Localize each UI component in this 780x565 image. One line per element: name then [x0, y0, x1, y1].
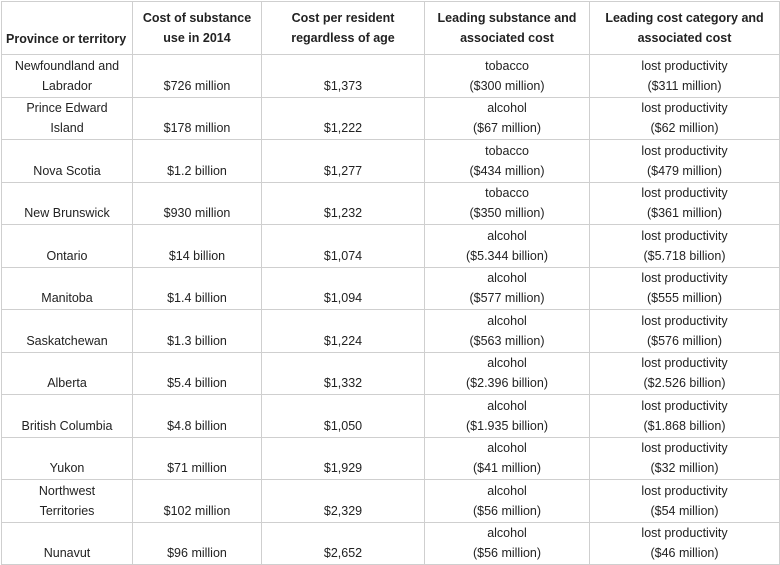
per-resident-cell: $2,652 — [262, 522, 425, 565]
province-cell — [2, 437, 133, 480]
table-row — [2, 55, 780, 98]
per-resident-cell: $1,929 — [262, 437, 425, 480]
category-cell — [590, 55, 780, 98]
table-row — [2, 522, 780, 565]
substance-cell-line-2: ($2.396 billion) — [466, 376, 548, 391]
table-row — [2, 437, 780, 480]
province-cell-line-1: Prince Edward — [26, 101, 108, 115]
province-cell — [2, 182, 133, 225]
category-cell-line-2: ($62 million) — [650, 121, 719, 136]
category-cell — [590, 182, 780, 225]
province-cell-line-1: Manitoba — [41, 291, 93, 305]
cost-cell: $930 million — [133, 182, 262, 225]
category-cell-line-2: ($479 million) — [646, 163, 723, 178]
substance-cell-line-1: alcohol — [487, 526, 527, 541]
table-row — [2, 352, 780, 395]
substance-cell-line-1: alcohol — [487, 313, 527, 328]
substance-cell — [425, 55, 590, 98]
category-cell-line-1: lost productivity — [641, 58, 728, 73]
substance-cell-line-1: alcohol — [487, 441, 527, 456]
substance-cell-line-2: ($434 million) — [469, 163, 545, 178]
province-cell-line-1: Alberta — [47, 376, 87, 390]
header-per-resident-line-2: regardless of age — [291, 31, 395, 45]
category-cell-line-1: lost productivity — [641, 228, 728, 243]
table-row — [2, 182, 780, 225]
province-cell-line-2: Territories — [39, 503, 95, 518]
header-substance — [425, 2, 590, 55]
header-category-line-1: Leading cost category and — [605, 11, 764, 25]
province-cell-line-1: Ontario — [46, 248, 88, 263]
category-cell — [590, 352, 780, 395]
per-resident-cell: $1,332 — [262, 352, 425, 395]
province-cell-line-1: Nunavut — [43, 546, 91, 560]
substance-cell-line-1: alcohol — [487, 483, 527, 498]
header-per-resident-line-1: Cost per resident — [291, 11, 395, 25]
cost-cell: $726 million — [133, 55, 262, 98]
substance-cell-line-2: ($1.935 billion) — [466, 418, 548, 433]
province-cell-line-1: New Brunswick — [24, 206, 110, 220]
substance-cell — [425, 182, 590, 225]
province-cell-line-1: Northwest — [38, 483, 96, 498]
substance-cell-line-1: alcohol — [487, 228, 527, 243]
table-row — [2, 140, 780, 183]
header-cost-line-2: use in 2014 — [163, 31, 231, 45]
province-cell — [2, 267, 133, 310]
province-cell — [2, 97, 133, 140]
substance-cell-line-1: tobacco — [485, 58, 529, 73]
province-cell — [2, 395, 133, 438]
per-resident-cell: $2,329 — [262, 480, 425, 523]
category-cell — [590, 395, 780, 438]
substance-cell — [425, 437, 590, 480]
province-cell — [2, 522, 133, 565]
province-cell-line-1: Nova Scotia — [33, 163, 101, 178]
category-cell-line-2: ($32 million) — [650, 461, 719, 476]
province-cell-line-1: Yukon — [49, 461, 85, 475]
substance-cell-line-1: alcohol — [487, 101, 527, 116]
substance-cell — [425, 352, 590, 395]
per-resident-cell: $1,050 — [262, 395, 425, 438]
cost-cell: $1.3 billion — [133, 310, 262, 353]
category-cell-line-1: lost productivity — [641, 441, 728, 456]
substance-cell — [425, 225, 590, 268]
category-cell-line-1: lost productivity — [641, 356, 728, 371]
per-resident-cell: $1,074 — [262, 225, 425, 268]
category-cell-line-2: ($2.526 billion) — [643, 376, 726, 391]
per-resident-cell: $1,277 — [262, 140, 425, 183]
province-cell — [2, 310, 133, 353]
category-cell-line-1: lost productivity — [641, 483, 728, 498]
header-substance-line-1: Leading substance and — [437, 11, 577, 25]
cost-cell: $96 million — [133, 522, 262, 565]
category-cell-line-2: ($54 million) — [650, 503, 719, 518]
table-row — [2, 97, 780, 140]
substance-cell — [425, 522, 590, 565]
category-cell-line-1: lost productivity — [641, 313, 728, 328]
cost-cell: $1.4 billion — [133, 267, 262, 310]
table-row — [2, 395, 780, 438]
province-cell-line-2: Island — [50, 121, 84, 135]
category-cell — [590, 437, 780, 480]
table-header-row — [2, 2, 780, 55]
category-cell-line-1: lost productivity — [641, 398, 728, 413]
cost-table — [1, 1, 780, 565]
cost-cell: $5.4 billion — [133, 352, 262, 395]
province-cell — [2, 140, 133, 183]
category-cell-line-2: ($1.868 billion) — [643, 418, 726, 433]
cost-cell: $102 million — [133, 480, 262, 523]
substance-cell-line-2: ($350 million) — [469, 206, 545, 221]
substance-cell-line-2: ($300 million) — [469, 78, 545, 93]
substance-cell-line-2: ($41 million) — [472, 461, 542, 476]
substance-cell — [425, 140, 590, 183]
category-cell — [590, 480, 780, 523]
category-cell-line-2: ($5.718 billion) — [643, 248, 726, 263]
cost-cell: $14 billion — [133, 225, 262, 268]
category-cell-line-2: ($576 million) — [646, 333, 723, 348]
category-cell — [590, 522, 780, 565]
category-cell — [590, 140, 780, 183]
province-cell — [2, 225, 133, 268]
substance-cell-line-1: alcohol — [487, 398, 527, 413]
category-cell-line-1: lost productivity — [641, 143, 728, 158]
per-resident-cell: $1,094 — [262, 267, 425, 310]
province-cell — [2, 480, 133, 523]
province-cell — [2, 55, 133, 98]
per-resident-cell: $1,232 — [262, 182, 425, 225]
category-cell — [590, 267, 780, 310]
cost-cell: $71 million — [133, 437, 262, 480]
per-resident-cell: $1,222 — [262, 97, 425, 140]
category-cell-line-2: ($555 million) — [646, 291, 723, 306]
category-cell-line-1: lost productivity — [641, 186, 728, 201]
substance-cell-line-1: alcohol — [487, 271, 527, 286]
substance-cell-line-1: tobacco — [485, 186, 529, 201]
header-category-line-2: associated cost — [637, 31, 732, 45]
cost-cell: $4.8 billion — [133, 395, 262, 438]
substance-cell-line-2: ($67 million) — [472, 121, 542, 136]
table-body — [2, 55, 780, 565]
table-row — [2, 310, 780, 353]
substance-cell — [425, 480, 590, 523]
province-cell-line-1: Newfoundland and — [14, 58, 120, 73]
category-cell — [590, 97, 780, 140]
substance-cell — [425, 267, 590, 310]
category-cell-line-2: ($46 million) — [650, 546, 719, 561]
province-cell-line-2: Labrador — [41, 78, 93, 93]
header-per-resident — [262, 2, 425, 55]
header-substance-line-2: associated cost — [460, 31, 554, 45]
header-cost-line-1: Cost of substance — [142, 11, 252, 25]
category-cell-line-1: lost productivity — [641, 271, 728, 286]
province-cell-line-1: British Columbia — [21, 418, 113, 433]
substance-cell-line-2: ($56 million) — [472, 546, 542, 561]
substance-cell-line-2: ($577 million) — [469, 291, 545, 306]
table-row — [2, 480, 780, 523]
header-province-text: Province or territory — [6, 32, 127, 46]
category-cell-line-1: lost productivity — [641, 526, 728, 541]
province-cell-line-1: Saskatchewan — [26, 333, 108, 348]
per-resident-cell: $1,224 — [262, 310, 425, 353]
substance-cell-line-2: ($563 million) — [469, 333, 545, 348]
per-resident-cell: $1,373 — [262, 55, 425, 98]
category-cell — [590, 225, 780, 268]
substance-cell-line-2: ($5.344 billion) — [466, 248, 548, 263]
table-row — [2, 225, 780, 268]
cost-cell: $178 million — [133, 97, 262, 140]
header-cost — [133, 2, 262, 55]
cost-cell: $1.2 billion — [133, 140, 262, 183]
header-category — [590, 2, 780, 55]
substance-cell — [425, 310, 590, 353]
province-cell — [2, 352, 133, 395]
substance-cell — [425, 97, 590, 140]
table-row — [2, 267, 780, 310]
substance-cell-line-1: alcohol — [487, 356, 527, 371]
substance-cell — [425, 395, 590, 438]
substance-cell-line-2: ($56 million) — [472, 503, 542, 518]
category-cell-line-1: lost productivity — [641, 101, 728, 116]
header-province — [2, 2, 133, 55]
category-cell — [590, 310, 780, 353]
category-cell-line-2: ($311 million) — [647, 78, 722, 93]
substance-cell-line-1: tobacco — [485, 143, 529, 158]
category-cell-line-2: ($361 million) — [646, 206, 723, 221]
